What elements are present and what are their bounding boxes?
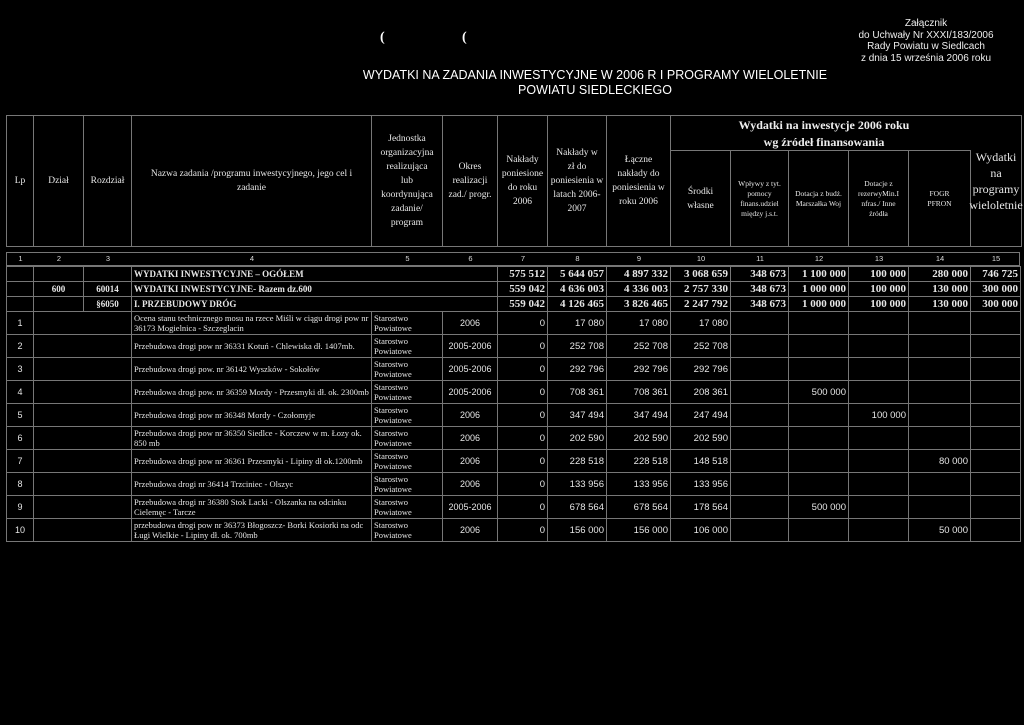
header-rozdzial: Rozdział (84, 116, 132, 246)
task-costs-before: 0 (498, 450, 548, 473)
row-number: 9 (7, 496, 34, 519)
investment-table (6, 266, 1021, 542)
task-aid-inflows (731, 381, 789, 404)
column-number: 2 (56, 254, 62, 263)
task-period: 2005-2006 (443, 358, 498, 381)
summary-value: 100 000 (849, 297, 909, 312)
task-multiyear (971, 496, 1021, 519)
summary-value: 100 000 (849, 267, 909, 282)
task-period: 2005-2006 (443, 496, 498, 519)
annex-line: Rady Powiatu w Siedlcach (867, 41, 985, 52)
task-name: Przebudowa drogi pow. nr 36359 Mordy - Przesmyki dł. ok. 2300mb (132, 381, 372, 404)
task-period: 2005-2006 (443, 335, 498, 358)
summary-value: 280 000 (909, 267, 971, 282)
table-row (7, 335, 1021, 358)
task-aid-inflows (731, 519, 789, 542)
column-number: 6 (468, 254, 473, 263)
task-ministry-grants (849, 473, 909, 496)
summary-value: 4 126 465 (548, 297, 607, 312)
summary-value: 559 042 (498, 297, 548, 312)
task-marshal-grant: 500 000 (789, 381, 849, 404)
task-fogr-pfron: 80 000 (909, 450, 971, 473)
task-period: 2006 (443, 312, 498, 335)
task-own-funds: 178 564 (671, 496, 731, 519)
task-period: 2006 (443, 519, 498, 542)
task-unit: Starostwo Powiatowe (372, 381, 443, 404)
task-total-costs: 292 796 (607, 358, 671, 381)
header-task-name: Nazwa zadania /programu inwestycyjnego, jego cel i zadanie (132, 116, 372, 246)
scan-mark: ( (462, 30, 467, 45)
task-marshal-grant (789, 404, 849, 427)
task-costs-2006-2007: 292 796 (548, 358, 607, 381)
column-number: 4 (249, 254, 255, 263)
task-period: 2006 (443, 404, 498, 427)
task-period: 2005-2006 (443, 381, 498, 404)
task-name: przebudowa drogi pow nr 36373 Błogoszcz- Borki Kosiorki na odc Ługi Wielkie - Lipiny dł. ok. 700mb (132, 519, 372, 542)
task-fogr-pfron (909, 335, 971, 358)
summary-value: 300 000 (971, 297, 1021, 312)
task-period: 2006 (443, 450, 498, 473)
summary-value: 300 000 (971, 282, 1021, 297)
task-marshal-grant (789, 427, 849, 450)
table-row (7, 312, 1021, 335)
task-ministry-grants (849, 312, 909, 335)
table-cell (34, 473, 132, 496)
task-own-funds: 208 361 (671, 381, 731, 404)
annex-line: z dnia 15 września 2006 roku (860, 52, 992, 64)
task-costs-2006-2007: 228 518 (548, 450, 607, 473)
table-cell (34, 519, 132, 542)
task-aid-inflows (731, 404, 789, 427)
task-ministry-grants (849, 335, 909, 358)
task-fogr-pfron: 50 000 (909, 519, 971, 542)
row-number: 10 (7, 519, 34, 542)
row-number: 5 (7, 404, 34, 427)
chapter-code: 60014 (84, 282, 132, 297)
task-period: 2006 (443, 427, 498, 450)
summary-value: 4 636 003 (548, 282, 607, 297)
task-aid-inflows (731, 312, 789, 335)
title-line: POWIATU SIEDLECKIEGO (518, 83, 672, 97)
row-number: 7 (7, 450, 34, 473)
table-row (7, 473, 1021, 496)
task-name: Przebudowa drogi pow nr 36361 Przesmyki - Lipiny dł ok.1200mb (132, 450, 372, 473)
task-unit: Starostwo Powiatowe (372, 335, 443, 358)
task-multiyear (971, 427, 1021, 450)
task-own-funds: 247 494 (671, 404, 731, 427)
task-costs-2006-2007: 202 590 (548, 427, 607, 450)
table-row (7, 519, 1021, 542)
header-marshal-grant: Dotacja z budż. Marszałka Woj (789, 150, 849, 246)
table-row (7, 496, 1021, 519)
task-costs-before: 0 (498, 335, 548, 358)
task-multiyear (971, 358, 1021, 381)
summary-label: WYDATKI INWESTYCYJNE – OGÓŁEM (132, 267, 498, 282)
task-fogr-pfron (909, 381, 971, 404)
summary-row-section (7, 282, 1021, 297)
table-cell (34, 297, 84, 312)
task-total-costs: 228 518 (607, 450, 671, 473)
summary-value: 3 068 659 (671, 267, 731, 282)
task-costs-2006-2007: 252 708 (548, 335, 607, 358)
summary-value: 3 826 465 (607, 297, 671, 312)
task-ministry-grants (849, 519, 909, 542)
task-own-funds: 202 590 (671, 427, 731, 450)
summary-value: 1 000 000 (789, 297, 849, 312)
summary-value: 5 644 057 (548, 267, 607, 282)
table-cell (7, 282, 34, 297)
row-number: 8 (7, 473, 34, 496)
header-costs-before: Nakłady poniesione do roku 2006 (498, 116, 548, 246)
task-marshal-grant (789, 358, 849, 381)
task-unit: Starostwo Powiatowe (372, 358, 443, 381)
task-marshal-grant (789, 473, 849, 496)
task-unit: Starostwo Powiatowe (372, 450, 443, 473)
column-number: 7 (520, 254, 526, 263)
table-cell (34, 496, 132, 519)
task-marshal-grant: 500 000 (789, 496, 849, 519)
row-number: 4 (7, 381, 34, 404)
task-unit: Starostwo Powiatowe (372, 473, 443, 496)
task-costs-2006-2007: 347 494 (548, 404, 607, 427)
summary-value: 348 673 (731, 297, 789, 312)
summary-value: 1 000 000 (789, 282, 849, 297)
table-cell (34, 381, 132, 404)
header-costs-2006-2007: Nakłady w zł do poniesienia w latach 2006- 2007 (548, 116, 607, 246)
task-aid-inflows (731, 496, 789, 519)
row-number: 3 (7, 358, 34, 381)
table-header (6, 115, 1022, 247)
table-cell (7, 267, 34, 282)
column-number: 8 (575, 254, 580, 263)
task-own-funds: 252 708 (671, 335, 731, 358)
paragraph-code: §6050 (84, 297, 132, 312)
task-costs-before: 0 (498, 381, 548, 404)
row-number: 6 (7, 427, 34, 450)
task-name: Przebudowa drogi nr 36380 Stok Lacki - Olszanka na odcinku Cielemęc - Tarcze (132, 496, 372, 519)
summary-row-paragraph (7, 297, 1021, 312)
column-number: 11 (756, 254, 764, 263)
task-aid-inflows (731, 427, 789, 450)
header-lp: Lp (7, 116, 34, 246)
column-number: 12 (814, 254, 824, 263)
task-period: 2006 (443, 473, 498, 496)
task-multiyear (971, 473, 1021, 496)
task-multiyear (971, 335, 1021, 358)
task-total-costs: 708 361 (607, 381, 671, 404)
task-aid-inflows (731, 450, 789, 473)
task-total-costs: 156 000 (607, 519, 671, 542)
task-name: Przebudowa drogi pow nr 36331 Kotuń - Chlewiska dł. 1407mb. (132, 335, 372, 358)
table-cell (34, 267, 84, 282)
task-costs-before: 0 (498, 312, 548, 335)
task-multiyear (971, 450, 1021, 473)
task-own-funds: 292 796 (671, 358, 731, 381)
summary-value: 1 100 000 (789, 267, 849, 282)
annex-line: Załącznik (904, 18, 948, 29)
task-ministry-grants: 100 000 (849, 404, 909, 427)
summary-value: 130 000 (909, 282, 971, 297)
summary-value: 348 673 (731, 267, 789, 282)
header-unit: Jednostka organizacyjna realizująca lub koordynująca zadanie/ program (372, 116, 443, 246)
table-cell (34, 358, 132, 381)
summary-label: I. PRZEBUDOWY DRÓG (132, 297, 498, 312)
task-ministry-grants (849, 381, 909, 404)
task-own-funds: 133 956 (671, 473, 731, 496)
column-number: 10 (696, 254, 706, 263)
row-number: 2 (7, 335, 34, 358)
summary-value: 4 336 003 (607, 282, 671, 297)
summary-label: WYDATKI INWESTYCYJNE- Razem dz.600 (132, 282, 498, 297)
task-aid-inflows (731, 473, 789, 496)
table-row (7, 404, 1021, 427)
summary-value: 2 757 330 (671, 282, 731, 297)
task-costs-2006-2007: 156 000 (548, 519, 607, 542)
task-ministry-grants (849, 496, 909, 519)
task-unit: Starostwo Powiatowe (372, 427, 443, 450)
table-cell (34, 335, 132, 358)
task-marshal-grant (789, 519, 849, 542)
column-number: 9 (636, 254, 642, 263)
task-total-costs: 678 564 (607, 496, 671, 519)
task-costs-before: 0 (498, 358, 548, 381)
task-multiyear (971, 519, 1021, 542)
column-number: 14 (935, 254, 945, 263)
task-name: Przebudowa drogi nr 36414 Trzciniec - Olszyc (132, 473, 372, 496)
header-ministry-grants: Dotacje z rezerwyMin.I nfras./ Inne źródła (849, 150, 909, 246)
task-ministry-grants (849, 450, 909, 473)
task-total-costs: 252 708 (607, 335, 671, 358)
task-name: Przebudowa drogi pow nr 36348 Mordy - Czołomyje (132, 404, 372, 427)
summary-value: 2 247 792 (671, 297, 731, 312)
task-ministry-grants (849, 427, 909, 450)
table-cell (84, 267, 132, 282)
header-aid-inflows: Wpływy z tyt. pomocy finans.udziel między j.s.t. (731, 150, 789, 246)
task-costs-before: 0 (498, 404, 548, 427)
task-multiyear (971, 312, 1021, 335)
task-costs-2006-2007: 708 361 (548, 381, 607, 404)
task-fogr-pfron (909, 358, 971, 381)
task-fogr-pfron (909, 473, 971, 496)
column-number: 1 (18, 254, 23, 263)
table-cell (34, 450, 132, 473)
task-multiyear (971, 381, 1021, 404)
summary-row-total (7, 267, 1021, 282)
table-cell (7, 297, 34, 312)
column-number: 15 (991, 254, 1001, 263)
table-row (7, 358, 1021, 381)
task-name: Przebudowa drogi pow. nr 36142 Wyszków - Sokołów (132, 358, 372, 381)
task-fogr-pfron (909, 404, 971, 427)
task-name: Ocena stanu technicznego mosu na rzece Miśli w ciągu drogi pow nr 36173 Mogielnica - Szczeglacin (132, 312, 372, 335)
task-own-funds: 106 000 (671, 519, 731, 542)
header-dzial: Dział (34, 116, 84, 246)
task-costs-2006-2007: 17 080 (548, 312, 607, 335)
column-number: 3 (105, 254, 111, 263)
header-period: Okres realizacji zad./ progr. (443, 116, 498, 246)
header-multiyear: Wydatki na programy wieloletnie (969, 150, 1023, 212)
task-unit: Starostwo Powiatowe (372, 496, 443, 519)
header-fogr-pfron: FOGR PFRON (909, 150, 971, 246)
task-own-funds: 17 080 (671, 312, 731, 335)
header-own-funds: Środki własne (671, 150, 731, 246)
table-cell (34, 312, 132, 335)
summary-value: 4 897 332 (607, 267, 671, 282)
summary-value: 575 512 (498, 267, 548, 282)
annex-note (836, 18, 1016, 64)
task-marshal-grant (789, 450, 849, 473)
task-fogr-pfron (909, 427, 971, 450)
task-ministry-grants (849, 358, 909, 381)
task-costs-2006-2007: 678 564 (548, 496, 607, 519)
row-number: 1 (7, 312, 34, 335)
task-multiyear (971, 404, 1021, 427)
task-total-costs: 133 956 (607, 473, 671, 496)
section-code: 600 (34, 282, 84, 297)
summary-value: 100 000 (849, 282, 909, 297)
column-number-row (6, 252, 1020, 266)
task-total-costs: 347 494 (607, 404, 671, 427)
summary-value: 348 673 (731, 282, 789, 297)
annex-line: do Uchwały Nr XXXI/183/2006 (858, 29, 994, 41)
task-name: Przebudowa drogi pow nr 36350 Siedlce - Korczew w m. Łozy ok. 850 mb (132, 427, 372, 450)
task-aid-inflows (731, 358, 789, 381)
document-title (300, 68, 890, 98)
summary-value: 746 725 (971, 267, 1021, 282)
scan-mark: ( (380, 30, 385, 45)
summary-value: 130 000 (909, 297, 971, 312)
task-costs-before: 0 (498, 427, 548, 450)
column-number: 13 (874, 254, 884, 263)
table-cell (34, 404, 132, 427)
summary-value: 559 042 (498, 282, 548, 297)
task-total-costs: 202 590 (607, 427, 671, 450)
task-costs-2006-2007: 133 956 (548, 473, 607, 496)
task-costs-before: 0 (498, 496, 548, 519)
task-unit: Starostwo Powiatowe (372, 519, 443, 542)
title-line: WYDATKI NA ZADANIA INWESTYCYJNE W 2006 R I PROGRAMY WIELOLETNIE (362, 68, 828, 82)
header-funding-group: Wydatki na inwestycje 2006 roku wg źródeł finansowania (738, 118, 910, 149)
task-fogr-pfron (909, 312, 971, 335)
task-aid-inflows (731, 335, 789, 358)
task-unit: Starostwo Powiatowe (372, 312, 443, 335)
task-costs-before: 0 (498, 519, 548, 542)
table-row (7, 381, 1021, 404)
task-unit: Starostwo Powiatowe (372, 404, 443, 427)
table-row (7, 450, 1021, 473)
task-marshal-grant (789, 312, 849, 335)
task-own-funds: 148 518 (671, 450, 731, 473)
task-costs-before: 0 (498, 473, 548, 496)
header-total-costs: Łączne nakłady do poniesienia w roku 2006 (607, 116, 671, 246)
task-marshal-grant (789, 335, 849, 358)
table-cell (34, 427, 132, 450)
table-row (7, 427, 1021, 450)
column-number: 5 (405, 254, 410, 263)
task-total-costs: 17 080 (607, 312, 671, 335)
task-fogr-pfron (909, 496, 971, 519)
